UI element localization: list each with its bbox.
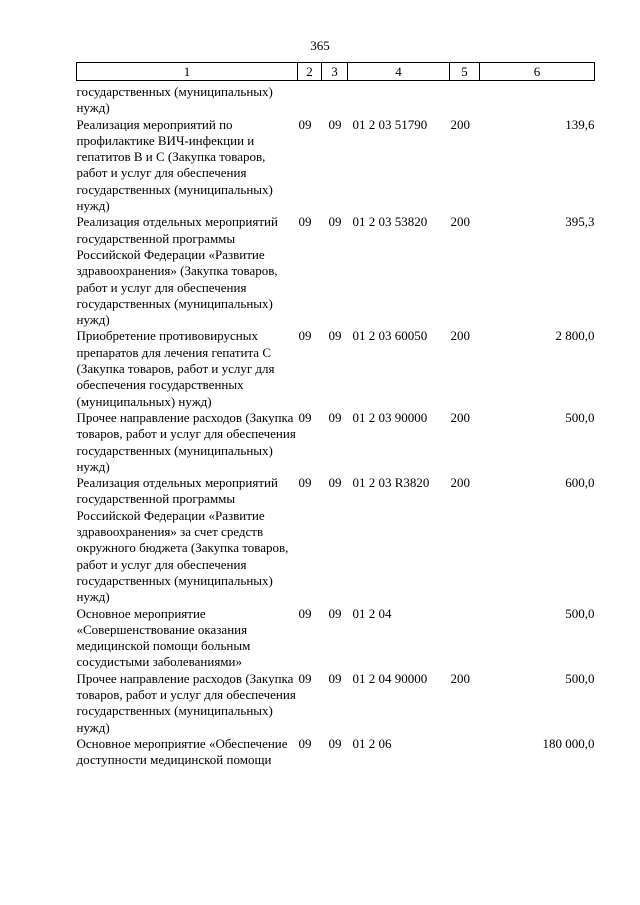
row-description: Приобретение противовирусных препаратов для лечения гепатита С (Закупка товаров, работ и услуг для обеспечения государственных (муниципальных) нужд) [76,328,275,409]
page-number: 365 [310,38,330,53]
table-header-row [77,63,595,81]
row-expense-type [450,736,480,769]
column-header-1: 1 [77,63,298,81]
column-header-5: 5 [450,63,480,81]
table-row [77,81,595,117]
table-row [77,736,595,769]
row-subsection: 09 [328,475,342,491]
budget-table [76,62,595,768]
row-amount: 180 000,0 [542,735,595,751]
row-section: 09 [298,116,312,132]
row-expense-type [450,606,480,671]
column-header-3: 3 [322,63,348,81]
row-subsection: 09 [328,214,342,230]
row-target-code: 01 2 03 90000 [352,409,428,425]
row-target-code: 01 2 04 90000 [352,670,428,686]
row-subsection [322,81,348,117]
row-target-code: 01 2 03 R3820 [352,475,430,491]
row-section: 09 [298,605,312,621]
row-description: Основное мероприятие «Обеспечение доступности медицинской помощи [76,735,288,768]
row-section: 09 [298,328,312,344]
table-row [77,328,595,409]
row-expense-type: 200 [450,116,470,132]
row-expense-type: 200 [450,409,470,425]
row-description: Реализация мероприятий по профилактике ВИЧ-инфекции и гепатитов В и С (Закупка товаров, работ и услуг для обеспечения государственных (муниципальных) нужд) [76,116,273,214]
row-expense-type: 200 [450,475,470,491]
row-target-code: 01 2 03 51790 [352,116,428,132]
row-description: Основное мероприятие «Совершенствование оказания медицинской помощи больным сосудистыми заболеваниями» [76,605,251,670]
row-target-code: 01 2 04 [352,605,392,621]
row-expense-type: 200 [450,670,470,686]
row-amount: 139,6 [565,116,595,132]
row-target-code [348,81,450,117]
row-section: 09 [298,475,312,491]
row-description: Прочее направление расходов (Закупка товаров, работ и услуг для обеспечения государственных (муниципальных) нужд) [76,670,296,735]
table-row [77,475,595,605]
row-target-code: 01 2 03 53820 [352,214,428,230]
row-amount: 395,3 [565,214,595,230]
row-subsection: 09 [328,605,342,621]
row-description: Прочее направление расходов (Закупка товаров, работ и услуг для обеспечения государственных (муниципальных) нужд) [76,409,296,474]
row-subsection: 09 [328,328,342,344]
column-header-2: 2 [298,63,322,81]
table-row [77,410,595,475]
table-row [77,606,595,671]
row-description: государственных (муниципальных) нужд) [76,84,273,116]
column-header-4: 4 [348,63,450,81]
row-expense-type: 200 [450,214,470,230]
row-subsection: 09 [328,670,342,686]
row-section [298,81,322,117]
row-section: 09 [298,670,312,686]
row-amount: 500,0 [565,670,595,686]
row-expense-type [450,81,480,117]
row-amount: 500,0 [565,409,595,425]
row-section: 09 [298,735,312,751]
row-target-code: 01 2 03 60050 [352,328,428,344]
row-target-code: 01 2 06 [352,735,392,751]
table-row [77,214,595,328]
row-amount: 600,0 [565,475,595,491]
row-subsection: 09 [328,735,342,751]
row-subsection: 09 [328,116,342,132]
row-amount [480,81,595,117]
column-header-6: 6 [480,63,595,81]
table-row [77,671,595,736]
row-description: Реализация отдельных мероприятий государственной программы Российской Федерации «Развитие здравоохранения» за счет средств окружного бюджета (Закупка товаров, работ и услуг для обеспечения государственных (муниципальных) нужд) [76,475,289,605]
row-subsection: 09 [328,409,342,425]
row-section: 09 [298,214,312,230]
row-amount: 500,0 [565,605,595,621]
row-amount: 2 800,0 [555,328,595,344]
row-expense-type: 200 [450,328,470,344]
row-description: Реализация отдельных мероприятий государственной программы Российской Федерации «Развитие здравоохранения» (Закупка товаров, работ и услуг для обеспечения государственных (муниципальных) нужд) [76,214,278,328]
table-row [77,117,595,215]
row-section: 09 [298,409,312,425]
